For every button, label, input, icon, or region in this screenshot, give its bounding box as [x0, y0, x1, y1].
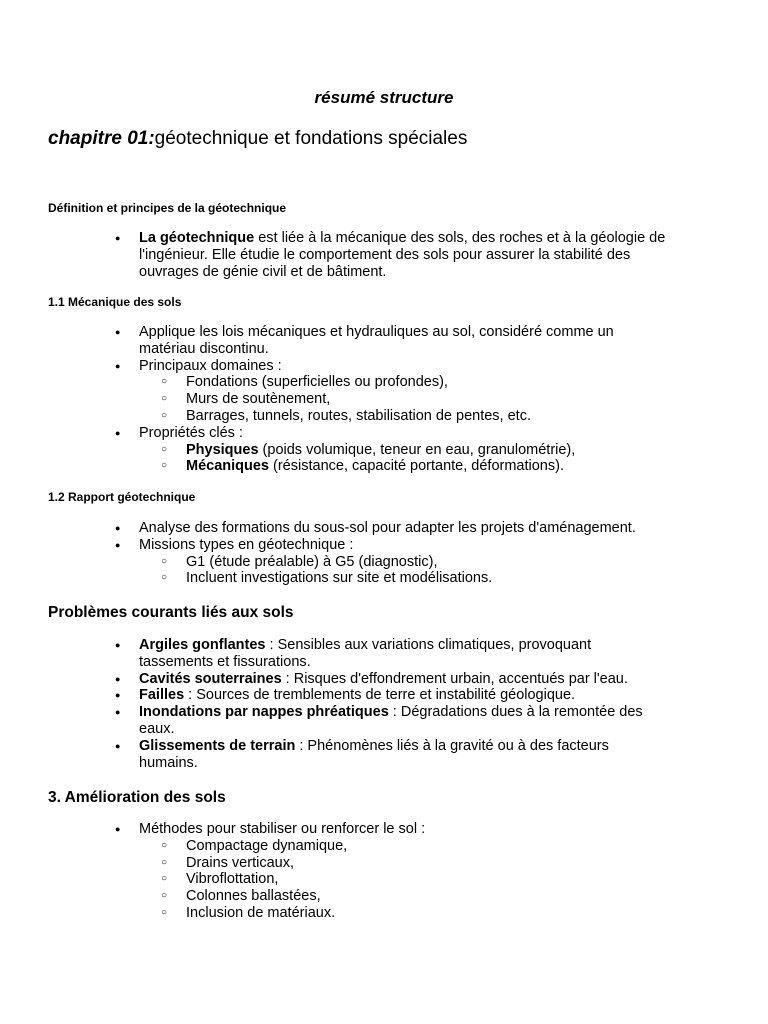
definition-term: La géotechnique — [139, 230, 255, 246]
list-item — [0, 687, 700, 704]
list-item — [0, 358, 700, 425]
property-term: Mécaniques — [186, 458, 269, 475]
problem-term: Inondations par nappes phréatiques — [139, 704, 389, 721]
sublist-item: ○ Compactage dynamique, — [139, 838, 700, 855]
list-item — [0, 324, 700, 358]
problem-term: Glissements de terrain — [139, 737, 296, 754]
sublist-item: ○ Colonnes ballastées, — [139, 888, 700, 905]
sublist-item — [139, 458, 700, 475]
sublist-item: ○ G1 (étude préalable) à G5 (diagnostic), — [139, 554, 700, 571]
list-item — [0, 637, 700, 671]
proprietes-sublist — [139, 442, 700, 476]
problemes-list — [0, 637, 700, 771]
sublist-item: ○ Vibroflottation, — [139, 871, 700, 888]
section-problemes-heading: Problèmes courants liés aux sols — [48, 604, 294, 621]
list-item — [0, 425, 700, 475]
chapter-heading — [48, 128, 467, 150]
sublist-item: ○ Murs de soutènement, — [139, 391, 700, 408]
problem-text: : Risques d'effondrement urbain, accentués par l'eau. — [281, 670, 628, 687]
problem-term: Argiles gonflantes — [139, 637, 266, 653]
list-item — [0, 230, 700, 280]
list-item — [0, 671, 700, 688]
definition-list — [0, 230, 700, 280]
amelioration-list — [0, 821, 700, 922]
section-1-1-heading: 1.1 Mécanique des sols — [48, 295, 182, 309]
mecanique-list — [0, 324, 700, 475]
methodes-sublist — [139, 838, 700, 922]
chapter-number: chapitre 01: — [48, 128, 155, 149]
property-text: (résistance, capacité portante, déformations). — [269, 458, 564, 475]
problem-term: Cavités souterraines — [139, 670, 282, 687]
missions-sublist — [139, 554, 700, 588]
sublist-item: ○ Inclusion de matériaux. — [139, 905, 700, 922]
rapport-list — [0, 520, 700, 587]
list-item-text: ● Applique les lois mécaniques et hydrauliques au sol, considéré comme un matériau discontinu. — [139, 324, 614, 357]
document-title: résumé structure — [314, 88, 454, 107]
list-item — [0, 821, 700, 922]
section-3-heading: 3. Amélioration des sols — [48, 789, 226, 806]
sublist-item: ○ Drains verticaux, — [139, 855, 700, 872]
list-item-text: Principaux domaines : — [139, 357, 282, 374]
list-item-text: Méthodes pour stabiliser ou renforcer le sol : — [139, 821, 426, 837]
list-item — [0, 537, 700, 587]
section-definition-heading: Définition et principes de la géotechnique — [48, 201, 287, 215]
property-text: (poids volumique, teneur en eau, granulométrie), — [258, 441, 576, 458]
problem-text: : Sources de tremblements de terre et instabilité géologique. — [184, 687, 576, 704]
problem-text: : Sensibles aux variations climatiques, provoquant tassements et fissurations. — [139, 637, 592, 670]
problem-text: : Dégradations dues à la remontée des eaux. — [139, 704, 643, 737]
list-item — [0, 704, 700, 738]
sublist-item: ○ Incluent investigations sur site et modélisations. — [139, 570, 700, 587]
list-item-text: Propriétés clés : — [139, 424, 243, 441]
property-term: Physiques — [186, 441, 259, 458]
section-1-2-heading: 1.2 Rapport géotechnique — [48, 490, 196, 504]
list-item — [0, 738, 700, 772]
chapter-title: géotechnique et fondations spéciales — [154, 128, 468, 149]
list-item — [0, 520, 700, 537]
problem-term: Failles — [139, 687, 185, 704]
list-item-text: Missions types en géotechnique : — [139, 536, 354, 553]
sublist-item: ○ Barrages, tunnels, routes, stabilisation de pentes, etc. — [139, 408, 700, 425]
problem-text: : Phénomènes liés à la gravité ou à des facteurs humains. — [139, 737, 609, 771]
sublist-item: ○ Fondations (superficielles ou profondes), — [139, 374, 700, 391]
sublist-item — [139, 442, 700, 459]
list-item-text: Analyse des formations du sous-sol pour adapter les projets d'aménagement. — [139, 520, 636, 536]
domaines-sublist — [139, 374, 700, 424]
definition-text: est liée à la mécanique des sols, des roches et à la géologie de l'ingénieur. Elle étudie le comportement des sols pour assurer la stabilité des ouvrages de génie civil et de bâtiment. — [139, 230, 666, 280]
